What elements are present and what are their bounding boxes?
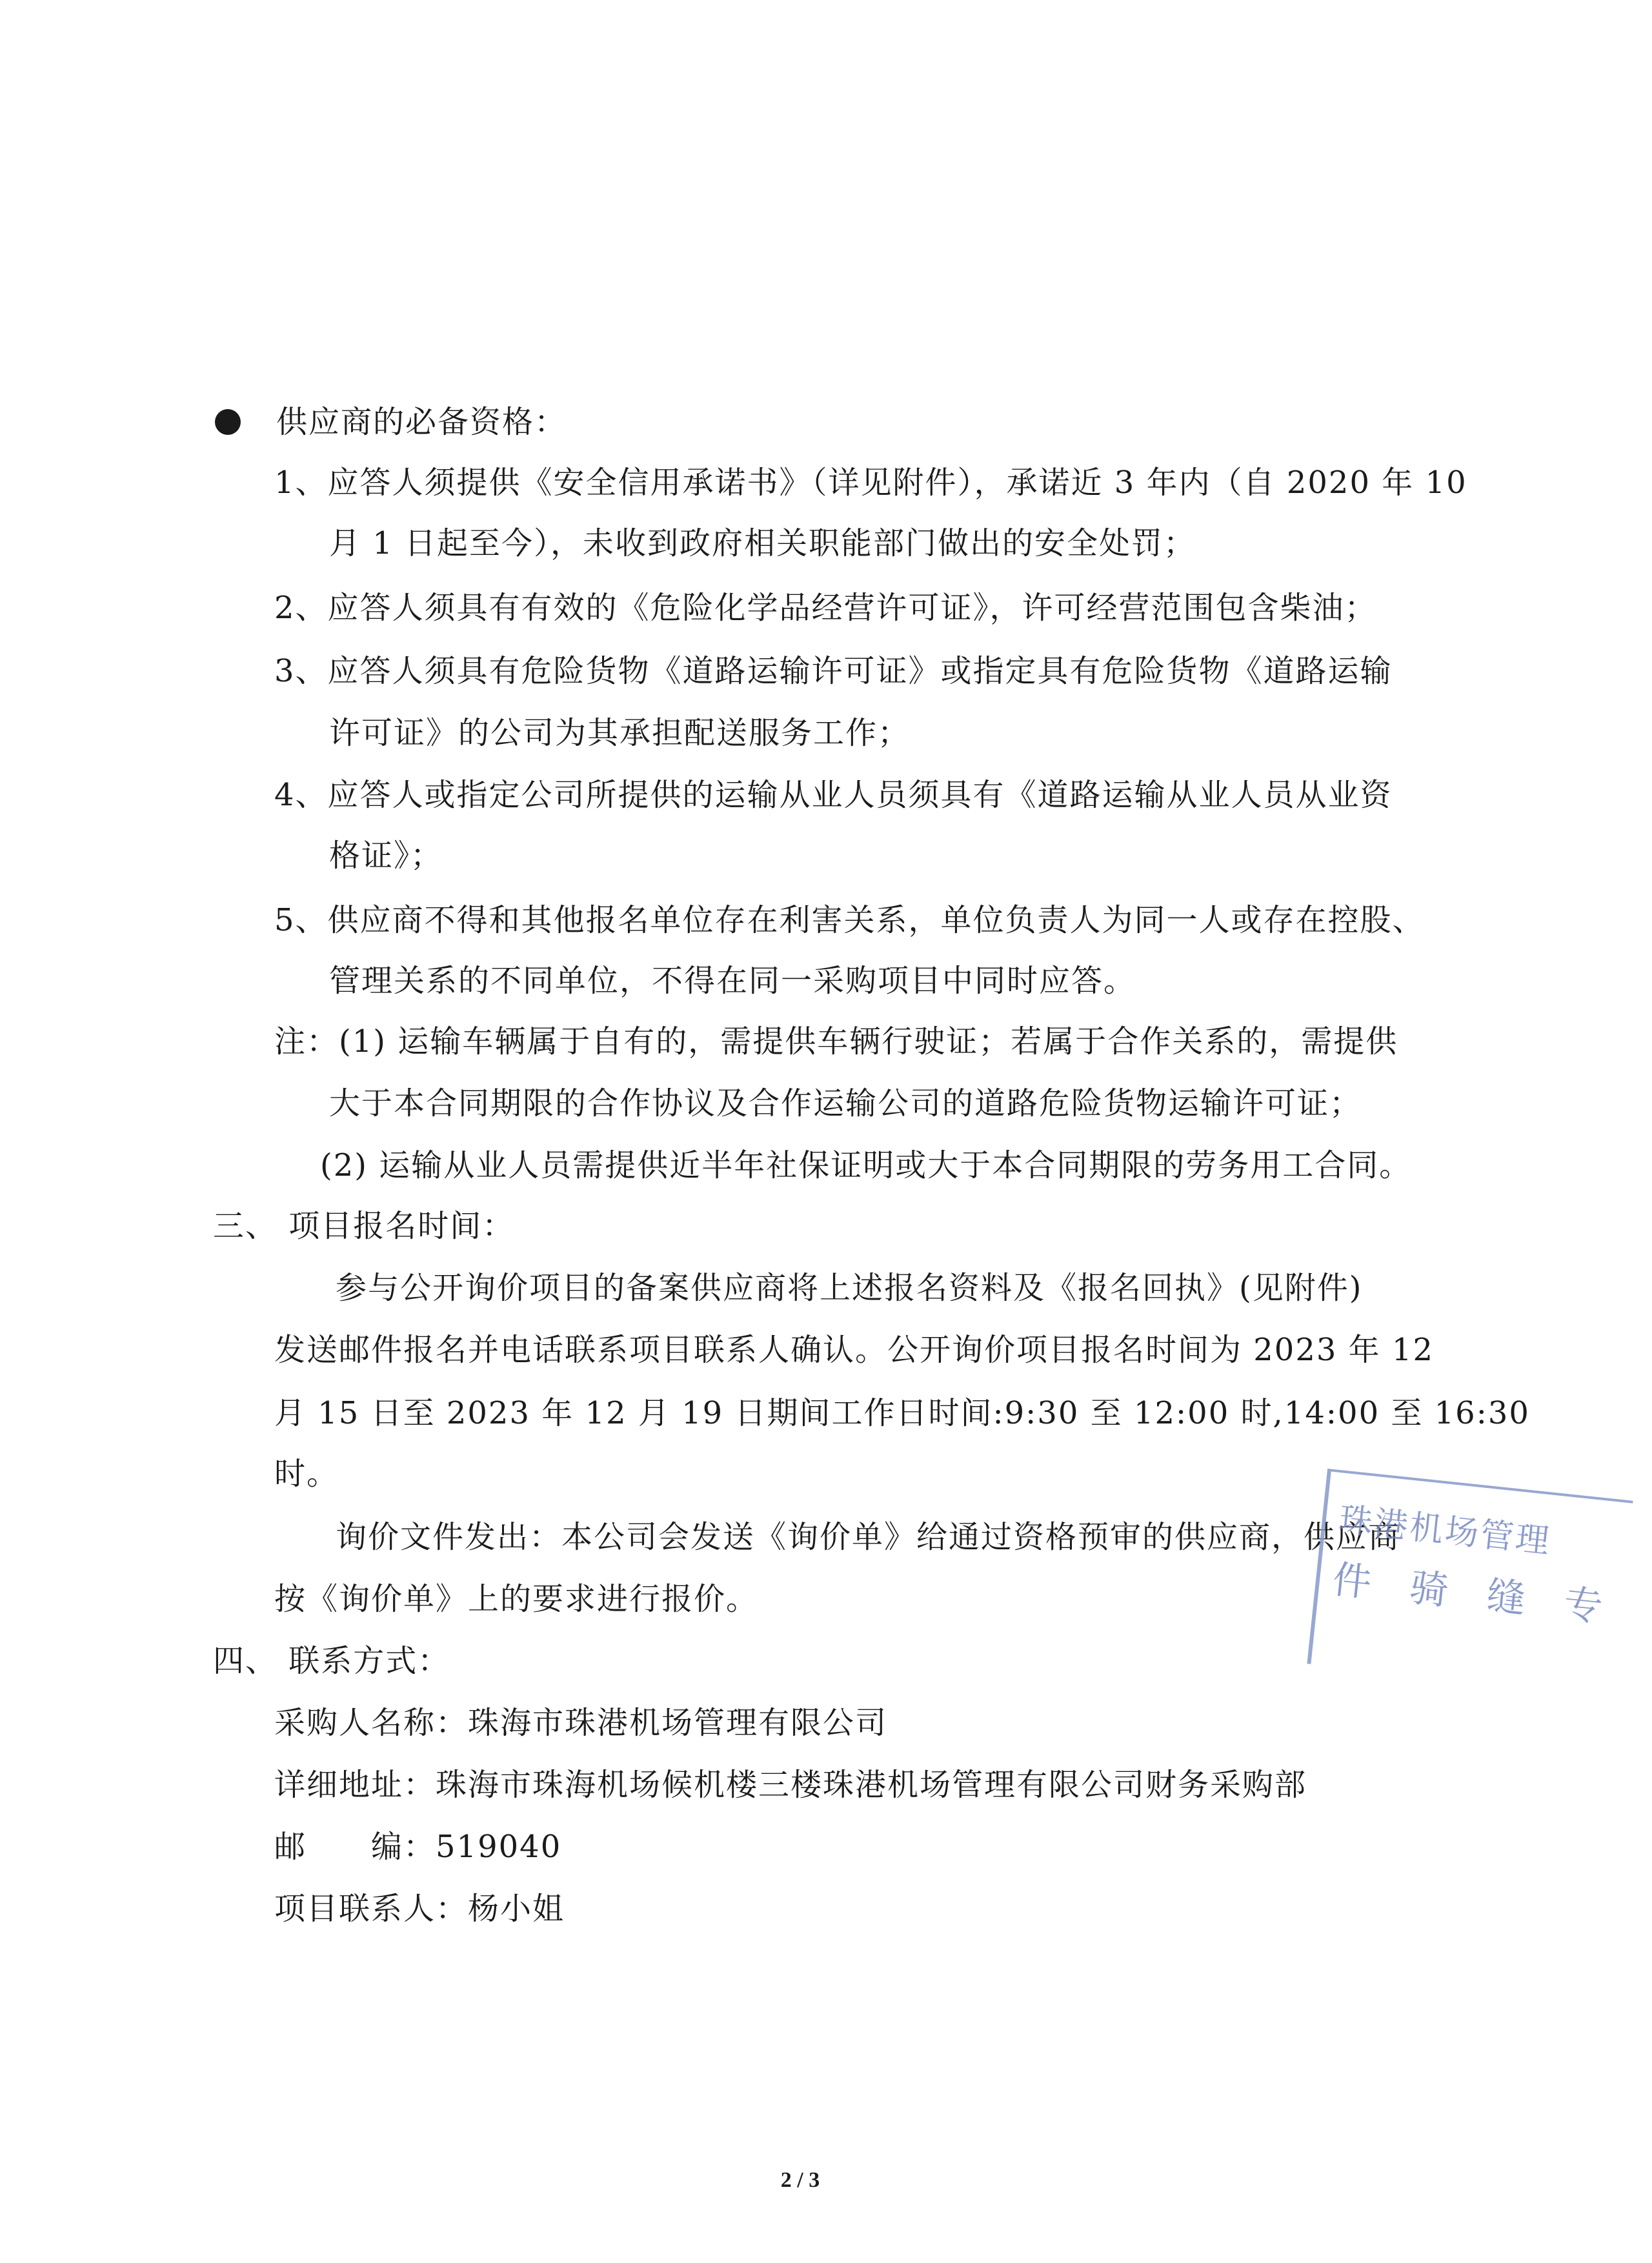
qualification-line: 3、应答人须具有危险货物《道路运输许可证》或指定具有危险货物《道路运输: [274, 653, 1393, 689]
section3-line: 询价文件发出：本公司会发送《询价单》给通过资格预审的供应商，供应商: [336, 1519, 1401, 1555]
contact-line: 邮 编：519040: [274, 1829, 562, 1865]
qualification-line: 4、应答人或指定公司所提供的运输从业人员须具有《道路运输从业人员从业资: [274, 777, 1393, 813]
seal-stamp-line1: 珠港机场管理: [1336, 1500, 1553, 1562]
qualifications-heading: 供应商的必备资格：: [276, 404, 567, 440]
contact-line: 项目联系人：杨小姐: [274, 1891, 565, 1927]
qualification-line: 1、应答人须提供《安全信用承诺书》（详见附件），承诺近 3 年内（自 2020 年 10: [274, 465, 1467, 501]
qualification-line: 管理关系的不同单位，不得在同一采购项目中同时应答。: [329, 963, 1136, 999]
section3-heading: 三、 项目报名时间：: [213, 1208, 515, 1244]
page-number: 2 / 3: [780, 2168, 820, 2192]
qualification-line: 月 1 日起至今），未收到政府相关职能部门做出的安全处罚；: [329, 525, 1196, 561]
section4-heading: 四、 联系方式：: [213, 1643, 450, 1679]
section3-line: 月 15 日至 2023 年 12 月 19 日期间工作日时间:9:30 至 12:00 时,14:00 至 16:30: [274, 1395, 1530, 1431]
note-line: 大于本合同期限的合作协议及合作运输公司的道路危险货物运输许可证；: [329, 1085, 1362, 1121]
qualification-line: 格证》；: [329, 838, 443, 874]
qualification-line: 5、供应商不得和其他报名单位存在利害关系，单位负责人为同一人或存在控股、: [274, 902, 1425, 938]
seal-stamp: [1307, 1469, 1644, 1696]
qualification-line: 2、应答人须具有有效的《危险化学品经营许可证》，许可经营范围包含柴油；: [274, 590, 1377, 626]
qualification-line: 许可证》的公司为其承担配送服务工作；: [329, 715, 911, 751]
section3-line: 发送邮件报名并电话联系项目联系人确认。公开询价项目报名时间为 2023 年 12: [274, 1332, 1435, 1368]
note-line: (2) 运输从业人员需提供近半年社保证明或大于本合同期限的劳务用工合同。: [320, 1147, 1412, 1183]
contact-line: 采购人名称：珠海市珠港机场管理有限公司: [274, 1705, 888, 1741]
section3-line: 时。: [274, 1456, 339, 1492]
section3-line: 按《询价单》上的要求进行报价。: [274, 1581, 759, 1617]
seal-stamp-line2: 件骑缝专: [1330, 1556, 1644, 1634]
note-line: 注：(1) 运输车辆属于自有的，需提供车辆行驶证；若属于合作关系的，需提供: [274, 1023, 1398, 1060]
bullet-icon: [215, 409, 241, 435]
contact-line: 详细地址：珠海市珠海机场候机楼三楼珠港机场管理有限公司财务采购部: [274, 1767, 1307, 1803]
section3-line: 参与公开询价项目的备案供应商将上述报名资料及《报名回执》(见附件): [336, 1270, 1363, 1306]
